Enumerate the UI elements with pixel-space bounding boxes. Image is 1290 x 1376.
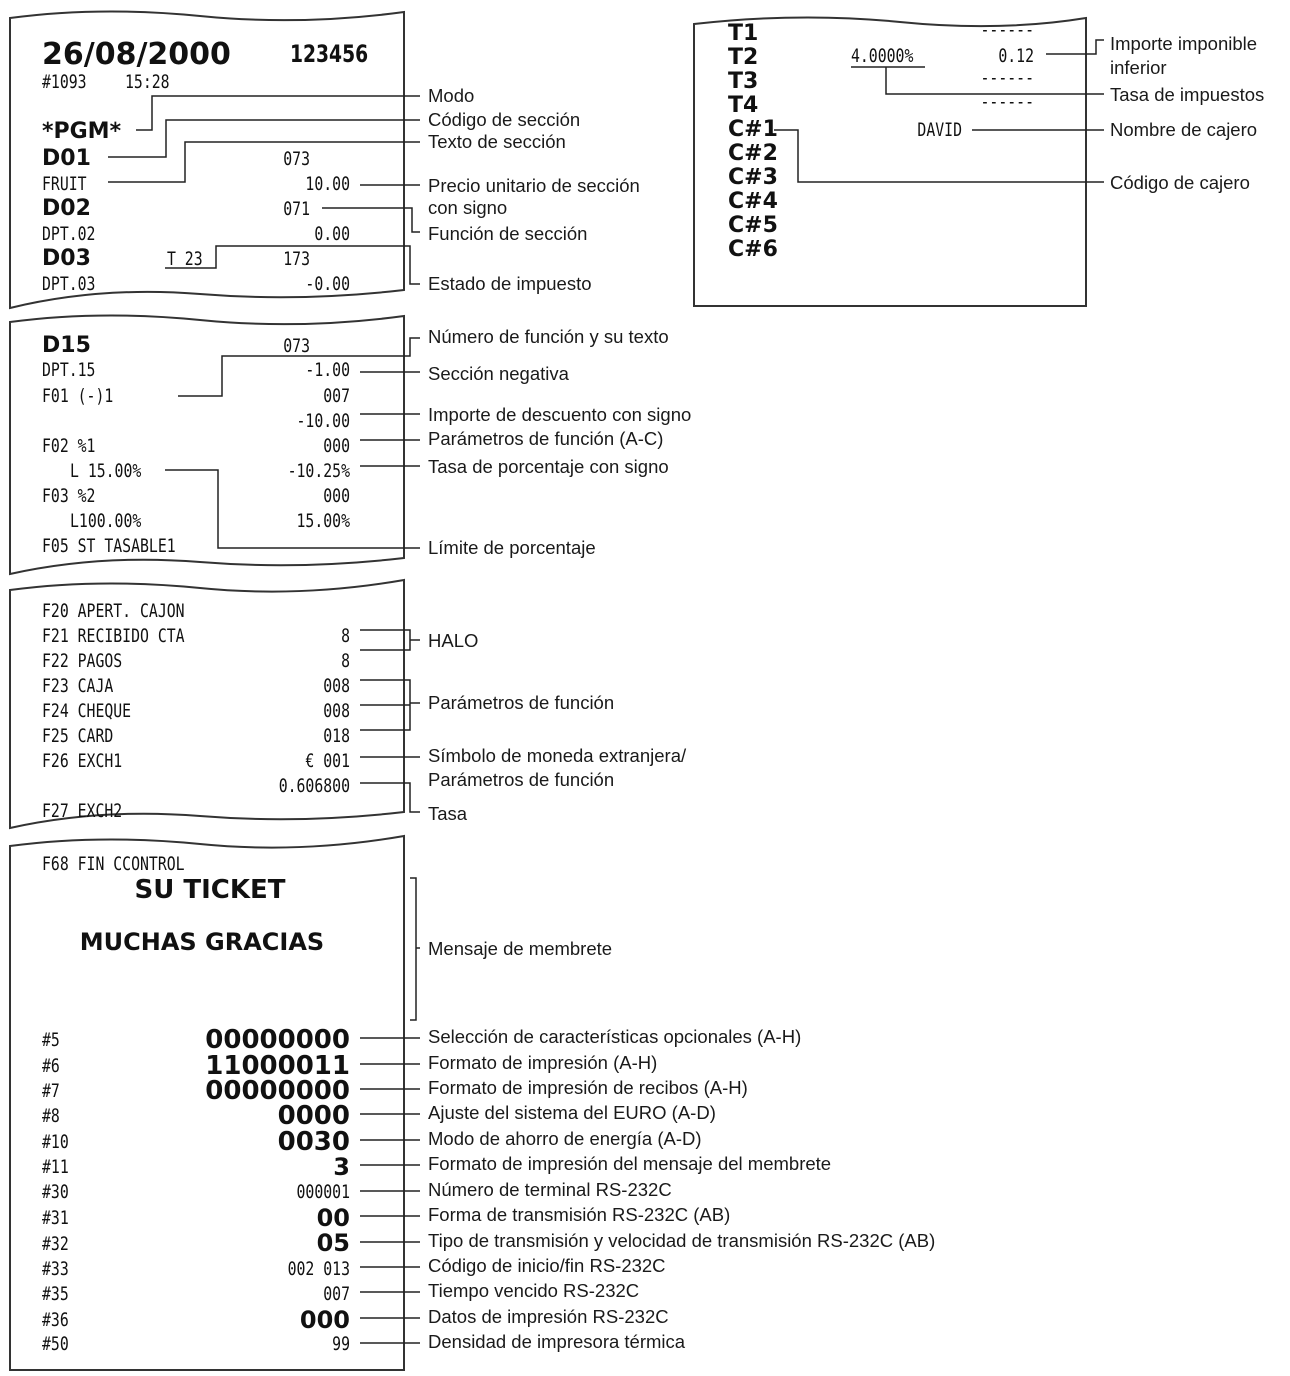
label-tipo-transmision: Tipo de transmisión y velocidad de transmisión RS-232C (AB)	[428, 1230, 936, 1251]
r4-code-12: #50	[41, 1333, 69, 1356]
r1-consec: #1093	[41, 71, 87, 94]
r5-code-1: T2	[728, 45, 759, 70]
label-limite-porcentaje: Límite de porcentaje	[428, 537, 596, 558]
r4-code-10: #35	[41, 1283, 69, 1306]
label-parametros-funcion-ac: Parámetros de función (A-C)	[428, 428, 664, 449]
r1-code-1: FRUIT	[41, 173, 87, 196]
r4-val-3: 0000	[277, 1101, 350, 1131]
r2-code-2: F01 (-)1	[41, 385, 114, 408]
r4-val-8: 05	[316, 1229, 350, 1257]
r1-val-0: 073	[283, 148, 310, 171]
r4-val-2: 00000000	[205, 1076, 350, 1106]
label-estado-impuesto: Estado de impuesto	[428, 273, 592, 294]
label-codigo-cajero: Código de cajero	[1110, 172, 1250, 193]
label-sel-caracteristicas: Selección de características opcionales (A-H)	[428, 1026, 802, 1047]
r2-val-5: -10.25%	[287, 460, 350, 483]
label-codigo-seccion: Código de sección	[428, 109, 581, 130]
r3-code-3: F23 CAJA	[41, 675, 114, 698]
r5-val-3: ------	[980, 91, 1034, 114]
r4-val-12: 99	[332, 1333, 350, 1356]
r5-code-5: C#2	[728, 141, 778, 166]
r1-time: 15:28	[124, 71, 170, 94]
r2-code-1: DPT.15	[41, 359, 96, 382]
label-parametros-funcion-2: Parámetros de función	[428, 769, 615, 790]
label-importe-imponible-2: inferior	[1110, 57, 1167, 78]
r4-code-9: #33	[41, 1258, 69, 1281]
r3-val-1: 8	[341, 625, 350, 648]
r1-mid-4: T 23	[167, 248, 203, 271]
r4-val-5: 3	[333, 1153, 350, 1181]
r4-val-10: 007	[323, 1283, 350, 1306]
r1-code-0: D01	[42, 146, 91, 171]
r3-code-1: F21 RECIBIDO CTA	[41, 625, 185, 648]
r1-val-2: 071	[283, 198, 310, 221]
label-texto-seccion: Texto de sección	[428, 131, 566, 152]
r2-code-7: L100.00%	[69, 510, 142, 533]
r1-mode: *PGM*	[42, 119, 122, 144]
r4-val-1: 11000011	[205, 1051, 350, 1081]
r3-code-6: F26 EXCH1	[41, 750, 123, 773]
r5-code-0: T1	[728, 21, 759, 46]
r2-val-1: -1.00	[305, 359, 350, 382]
r1-val-3: 0.00	[314, 223, 350, 246]
r5-code-4: C#1	[728, 117, 778, 142]
r5-code-3: T4	[728, 93, 759, 118]
r4-logo-line2: MUCHAS GRACIAS	[79, 928, 325, 956]
label-forma-transmision: Forma de transmisión RS-232C (AB)	[428, 1204, 731, 1225]
label-simbolo-moneda: Símbolo de moneda extranjera/	[428, 745, 687, 766]
label-numero-terminal: Número de terminal RS-232C	[428, 1179, 672, 1200]
r2-code-5: L 15.00%	[69, 460, 142, 483]
r4-header-row: F68 FIN CCONTROL	[41, 853, 185, 876]
r4-logo-line1: SU TICKET	[134, 875, 286, 905]
r2-val-7: 15.00%	[296, 510, 350, 533]
r5-mid-1: 4.0000%	[851, 45, 914, 68]
label-tiempo-vencido: Tiempo vencido RS-232C	[428, 1280, 640, 1301]
r4-code-4: #10	[41, 1131, 69, 1154]
r5-val-4: DAVID	[917, 119, 962, 142]
r1-val-5: -0.00	[305, 273, 350, 296]
r2-val-6: 000	[323, 485, 350, 508]
r1-date: 26/08/2000	[42, 37, 231, 72]
r4-code-1: #6	[41, 1055, 60, 1078]
r3-val-7: 0.606800	[278, 775, 350, 798]
label-importe-descuento: Importe de descuento con signo	[428, 404, 692, 425]
label-densidad: Densidad de impresora térmica	[428, 1331, 686, 1352]
label-nombre-cajero: Nombre de cajero	[1110, 119, 1258, 140]
r4-val-11: 000	[299, 1306, 350, 1334]
r4-val-6: 000001	[296, 1181, 350, 1204]
r3-code-4: F24 CHEQUE	[41, 700, 132, 723]
label-ahorro-energia: Modo de ahorro de energía (A-D)	[428, 1128, 702, 1149]
r2-code-4: F02 %1	[41, 435, 96, 458]
label-codigo-inicio: Código de inicio/fin RS-232C	[428, 1255, 666, 1276]
r2-val-4: 000	[323, 435, 350, 458]
r2-val-0: 073	[283, 335, 310, 358]
r1-val-4: 173	[283, 248, 310, 271]
label-tasa-porcentaje: Tasa de porcentaje con signo	[428, 456, 669, 477]
r5-code-9: C#6	[728, 237, 778, 262]
label-tasa-impuestos: Tasa de impuestos	[1110, 84, 1265, 105]
r1-code-4: D03	[42, 246, 91, 271]
r4-val-0: 00000000	[205, 1025, 350, 1055]
r3-val-2: 8	[341, 650, 350, 673]
label-formato-recibos: Formato de impresión de recibos (A-H)	[428, 1077, 748, 1098]
r3-val-5: 018	[323, 725, 350, 748]
label-datos-impresion: Datos de impresión RS-232C	[428, 1306, 669, 1327]
r4-val-7: 00	[316, 1204, 350, 1232]
r5-val-2: ------	[980, 67, 1034, 90]
r1-code-2: D02	[42, 196, 91, 221]
r4-code-11: #36	[41, 1309, 69, 1332]
r2-code-8: F05 ST TASABLE1	[41, 535, 176, 558]
r5-code-7: C#4	[728, 189, 778, 214]
r5-code-6: C#3	[728, 165, 778, 190]
r1-code-3: DPT.02	[41, 223, 96, 246]
label-funcion-seccion: Función de sección	[428, 223, 588, 244]
r4-code-6: #30	[41, 1181, 69, 1204]
label-parametros-funcion: Parámetros de función	[428, 692, 615, 713]
r5-code-2: T3	[728, 69, 759, 94]
r2-val-2: 007	[323, 385, 350, 408]
r3-code-8: F27 EXCH2	[41, 800, 123, 823]
r4-code-0: #5	[41, 1029, 60, 1052]
r3-code-0: F20 APERT. CAJON	[41, 600, 185, 623]
label-formato-impresion: Formato de impresión (A-H)	[428, 1052, 658, 1073]
r2-code-0: D15	[42, 333, 91, 358]
r1-code-5: DPT.03	[41, 273, 96, 296]
r4-val-9: 002 013	[287, 1258, 350, 1281]
r3-val-3: 008	[323, 675, 350, 698]
r4-code-3: #8	[41, 1105, 60, 1128]
r3-code-2: F22 PAGOS	[41, 650, 123, 673]
r3-val-4: 008	[323, 700, 350, 723]
label-formato-membrete: Formato de impresión del mensaje del membrete	[428, 1153, 832, 1174]
r5-val-1: 0.12	[998, 45, 1034, 68]
r4-code-2: #7	[41, 1080, 60, 1103]
r2-val-3: -10.00	[296, 410, 350, 433]
label-numero-funcion: Número de función y su texto	[428, 326, 669, 347]
label-tasa: Tasa	[428, 803, 468, 824]
r1-number: 123456	[290, 40, 369, 69]
label-seccion-negativa: Sección negativa	[428, 363, 569, 384]
r5-code-8: C#5	[728, 213, 778, 238]
label-precio-unitario-1: Precio unitario de sección	[428, 175, 640, 196]
r3-code-5: F25 CARD	[41, 725, 114, 748]
label-mensaje-membrete: Mensaje de membrete	[428, 938, 613, 959]
r4-code-8: #32	[41, 1233, 69, 1256]
r4-code-7: #31	[41, 1207, 69, 1230]
r4-val-4: 0030	[277, 1127, 350, 1157]
label-ajuste-euro: Ajuste del sistema del EURO (A-D)	[428, 1102, 716, 1123]
label-modo: Modo	[428, 85, 475, 106]
label-precio-unitario-2: con signo	[428, 197, 508, 218]
label-halo: HALO	[428, 630, 479, 651]
r2-code-6: F03 %2	[41, 485, 96, 508]
label-importe-imponible-1: Importe imponible	[1110, 33, 1258, 54]
r3-val-6: € 001	[305, 750, 350, 773]
r1-val-1: 10.00	[305, 173, 350, 196]
r4-code-5: #11	[41, 1156, 69, 1179]
r5-val-0: ------	[980, 19, 1034, 42]
